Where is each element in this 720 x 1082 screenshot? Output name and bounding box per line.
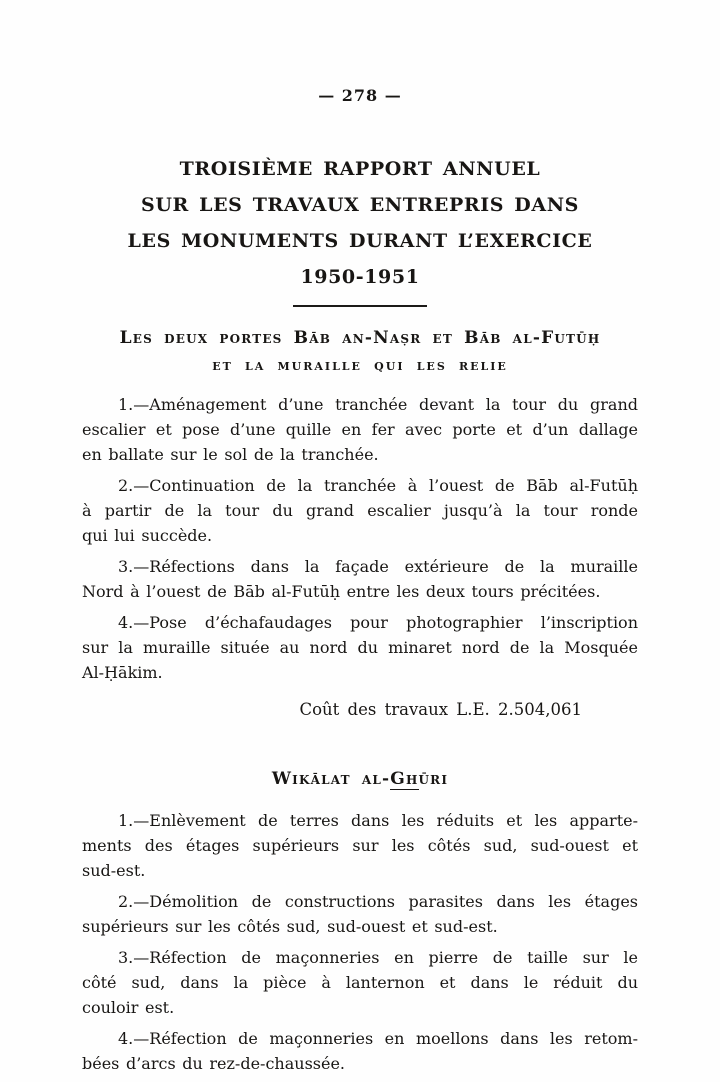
paragraph [82, 1026, 638, 1076]
paragraph [82, 554, 638, 604]
report-title [82, 151, 638, 295]
paragraph [82, 473, 638, 548]
section-wikalat [82, 766, 638, 1076]
paragraph-line: 4.—Pose d’échafaudages pour photographier l’inscription [118, 613, 638, 632]
paragraph-line: escalier et pose d’une quille en fer avec porte et d’un dallage [82, 420, 638, 439]
paragraph-line: 3.—Réfection de maçonneries en pierre de taille sur le [118, 948, 638, 967]
paragraph-line: en ballate sur le sol de la tranchée. [82, 445, 379, 464]
paragraph [82, 945, 638, 1020]
page-number: — 278 — [318, 86, 402, 105]
report-title-line-3: LES MONUMENTS DURANT L’EXERCICE [127, 230, 593, 252]
section-heading-bab-line-1: Les deux portes Bāb an-Naṣr et Bāb al-Futūḥ [119, 328, 601, 348]
text-column [82, 86, 638, 1076]
wikalat-heading-underlined: Gh [390, 769, 419, 789]
section-heading-bab [82, 325, 638, 376]
paragraph-line: qui lui succède. [82, 526, 213, 545]
paragraph [82, 808, 638, 883]
paragraph [82, 889, 638, 939]
paragraph-line: 4.—Réfection de maçonneries en moellons dans les retom- [118, 1029, 638, 1048]
wikalat-heading-post: ūri [418, 769, 449, 789]
report-title-line-1: TROISIÈME RAPPORT ANNUEL [179, 158, 541, 180]
paragraph-line: sud-est. [82, 861, 146, 880]
section-bab-paragraphs [82, 392, 638, 685]
paragraph-line: supérieurs sur les côtés sud, sud-ouest et sud-est. [82, 917, 498, 936]
paragraph-line: Nord à l’ouest de Bāb al-Futūḥ entre les deux tours précitées. [82, 582, 601, 601]
wikalat-heading-pre: Wikālat al- [271, 769, 391, 789]
paragraph-line: 1.—Aménagement d’une tranchée devant la tour du grand [118, 395, 638, 414]
paragraph-line: sur la muraille située au nord du minaret nord de la Mosquée [82, 638, 638, 657]
title-divider-rule [293, 305, 427, 307]
paragraph-line: côté sud, dans la pièce à lanternon et dans le réduit du [82, 973, 638, 992]
paragraph-line: Al-Ḥākim. [82, 663, 163, 682]
paragraph-line: ments des étages supérieurs sur les côtés sud, sud-ouest et [82, 836, 638, 855]
paragraph-line: 2.—Démolition de constructions parasites dans les étages [118, 892, 638, 911]
paragraph-line: à partir de la tour du grand escalier jusqu’à la tour ronde [82, 501, 638, 520]
paragraph-line: 2.—Continuation de la tranchée à l’ouest de Bāb al-Futūḥ [118, 476, 638, 495]
paragraph-line: 1.—Enlèvement de terres dans les réduits et les apparte- [118, 811, 638, 830]
paragraph [82, 392, 638, 467]
paragraph-line: 3.—Réfections dans la façade extérieure de la muraille [118, 557, 638, 576]
section-wikalat-paragraphs [82, 808, 638, 1076]
section-bab-portes [82, 325, 638, 722]
section-heading-bab-line-2: et la muraille qui les relie [212, 356, 508, 374]
report-title-line-2: SUR LES TRAVAUX ENTREPRIS DANS [141, 194, 579, 216]
section-heading-wikalat [82, 766, 638, 792]
paragraph-line: bées d’arcs du rez-de-chaussée. [82, 1054, 346, 1073]
works-cost-line: Coût des travaux L.E. 2.504,061 [299, 700, 582, 719]
paragraph-line: couloir est. [82, 998, 175, 1017]
paragraph [82, 610, 638, 685]
report-title-year: 1950-1951 [300, 266, 420, 288]
